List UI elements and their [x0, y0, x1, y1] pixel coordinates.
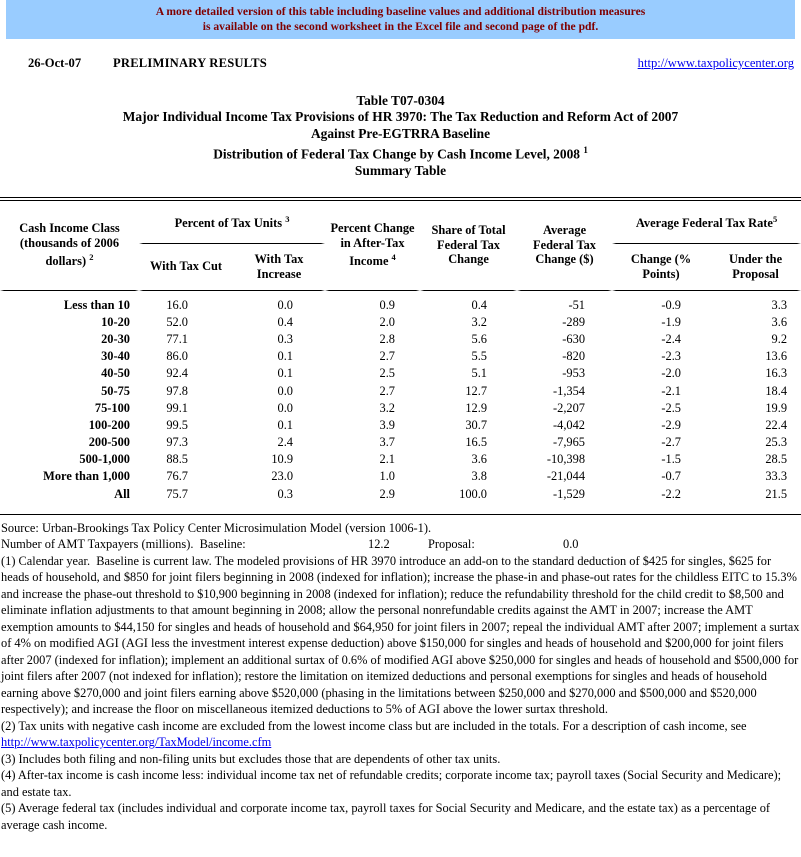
footnote-4: (4) After-tax income is cash income less: individual income tax net of refundable credits; corporate income tax; payroll taxes (Social Security and Medicare); and estate tax.	[1, 768, 782, 799]
cell: 77.1	[166, 331, 188, 346]
taxpolicycenter-link[interactable]: http://www.taxpolicycenter.org	[637, 56, 794, 70]
col-header-with-tax-increase: With Tax Increase	[254, 252, 304, 281]
cell: 0.1	[277, 349, 294, 364]
preliminary-results-label: PRELIMINARY RESULTS	[113, 56, 267, 70]
income-definition-link[interactable]: http://www.taxpolicycenter.org/TaxModel/income.cfm	[1, 735, 272, 750]
table-row	[0, 468, 801, 485]
cell: 12.9	[465, 400, 488, 415]
cell: -7,965	[553, 435, 586, 450]
cell: -1,529	[553, 486, 586, 501]
notice-banner	[6, 0, 795, 39]
cell: 16.5	[465, 435, 488, 450]
col-header-cash-income-class: Cash Income Class (thousands of 2006 dollars) $^2$	[19, 221, 120, 269]
info-row	[0, 56, 801, 72]
cell: 99.1	[166, 400, 188, 415]
cell: 3.6	[471, 452, 488, 467]
cell: 9.2	[771, 331, 788, 346]
cell: 30.7	[465, 417, 488, 432]
amt-proposal-value: 0.0	[563, 537, 579, 552]
cell: -51	[568, 297, 586, 312]
cell: 12.7	[465, 383, 488, 398]
cell: 3.2	[379, 400, 396, 415]
cell: 75.7	[166, 486, 188, 501]
cell: 16.3	[765, 366, 788, 381]
amt-baseline-value: 12.2	[368, 537, 390, 552]
cell: 21.5	[765, 486, 788, 501]
col-header-average-federal-tax-change: Average Federal Tax Change ($)	[533, 223, 597, 267]
cell: 2.0	[379, 314, 396, 329]
row-label: Less than 10	[63, 297, 130, 312]
footnotes	[1, 520, 800, 834]
cell: 0.4	[277, 314, 294, 329]
cell: 0.3	[277, 486, 294, 501]
row-label: 75-100	[94, 400, 130, 415]
cell: 76.7	[166, 469, 188, 484]
cell: 2.4	[277, 435, 294, 450]
cell: 10.9	[271, 452, 294, 467]
table-row	[0, 486, 801, 503]
row-label: 100-200	[88, 417, 130, 432]
table-row	[0, 451, 801, 468]
distribution-title: Distribution of Federal Tax Change by Cash Income Level, 2008 $^1$	[213, 145, 588, 162]
cell: -2.7	[661, 435, 682, 450]
table-row	[0, 348, 801, 365]
cell: 3.8	[471, 469, 488, 484]
cell: -0.7	[661, 469, 682, 484]
cell: -2.1	[661, 383, 682, 398]
footnote-1: (1) Calendar year. Baseline is current law. The modeled provisions of HR 3970 introduce an add-on to the standard deduction of $425 for singles, $625 for heads of household, and $850 for joint filers beginning in 2008 (indexed for inflation); increase the phase-in and phase-out rates for the childless EITC to 15.3% and increase the phase-out threshold to $10,900 beginning in 2008 (indexed for inflation); reduce the refundability threshold for the child credit to $8,500 and eliminate inflation adjustments to that amount beginning in 2008; allow the personal nonrefundable credits against the AMT in 2007; increase the AMT exemption amounts to $44,150 for singles and heads of household and $64,950 for joint filers in 2007; repeal the individual AMT after 2007; implement a surtax of 4% on modified AGI (AGI less the investment interest expense deduction) above $150,000 for singles and heads of household and $200,000 for joint filers after 2007 (indexed for inflation); implement an additional surtax of 0.6% of modified AGI above $250,000 for singles and heads of household and $500,000 for joint filers after 2007 (not indexed for inflation); restore the limitation on itemized deductions and personal exemptions for singles and heads of household earning above $270,000 and joint filers earning above $520,000 (phasing in the limitations between $250,000 and $270,000 and $500,000 and $520,000 respectively); and increase the floor on miscellaneous itemized deductions to 5% of AGI above the lower surtax threshold.	[1, 553, 800, 717]
amt-taxpayers-line	[1, 536, 800, 553]
cell: 5.5	[471, 349, 488, 364]
col-group-average-federal-tax-rate: Average Federal Tax Rate$^5$	[635, 214, 778, 231]
col-group-percent-of-tax-units: Percent of Tax Units $^3$	[174, 214, 290, 231]
cell: 3.3	[771, 297, 788, 312]
cell: 2.5	[379, 366, 396, 381]
cell: 2.7	[379, 383, 396, 398]
col-header-percent-change-after-tax-income: Percent Change in After-Tax Income $^4$	[330, 221, 415, 269]
row-label: 200-500	[88, 435, 130, 450]
row-label: 20-30	[101, 331, 130, 346]
table-row	[0, 314, 801, 331]
baseline-title: Against Pre-EGTRRA Baseline	[310, 125, 491, 141]
cell: -1,354	[553, 383, 586, 398]
summary-table-title: Summary Table	[354, 163, 447, 179]
row-label: 50-75	[101, 383, 130, 398]
cell: 0.1	[277, 417, 294, 432]
cell: -2,207	[553, 400, 586, 415]
cell: 16.0	[166, 297, 188, 312]
col-header-share-of-total-change: Share of Total Federal Tax Change	[431, 223, 506, 267]
col-header-change-points: Change (% Points)	[630, 252, 692, 281]
cell: 0.9	[379, 297, 396, 312]
cell: 0.0	[277, 400, 294, 415]
cell: -4,042	[553, 417, 586, 432]
cell: 2.7	[379, 349, 396, 364]
cell: -289	[562, 314, 586, 329]
cell: 23.0	[271, 469, 294, 484]
table-body	[0, 291, 801, 503]
cell: 3.9	[379, 417, 396, 432]
table-row	[0, 434, 801, 451]
table-number-title: Table T07-0304	[356, 93, 445, 108]
table-row	[0, 331, 801, 348]
cell: 2.9	[379, 486, 396, 501]
cell: 0.0	[277, 297, 294, 312]
row-label: 40-50	[101, 366, 130, 381]
row-label: 10-20	[101, 314, 130, 329]
row-label: 500-1,000	[79, 452, 130, 467]
cell: 22.4	[765, 417, 788, 432]
table-row	[0, 400, 801, 417]
cell: 28.5	[765, 452, 788, 467]
cell: -2.0	[661, 366, 682, 381]
footnote-3: (3) Includes both filing and non-filing units but excludes those that are dependents of other tax units.	[1, 751, 501, 766]
cell: 19.9	[765, 400, 788, 415]
cell: -2.2	[661, 486, 682, 501]
title-block	[0, 93, 801, 180]
cell: 33.3	[765, 469, 788, 484]
cell: 0.3	[277, 331, 294, 346]
cell: 97.8	[166, 383, 188, 398]
cell: -820	[562, 349, 586, 364]
cell: 97.3	[166, 435, 188, 450]
cell: -21,044	[546, 469, 586, 484]
cell: -2.5	[661, 400, 682, 415]
cell: 0.0	[277, 383, 294, 398]
cell: 3.6	[771, 314, 788, 329]
row-label: More than 1,000	[43, 469, 130, 484]
cell: -2.4	[661, 331, 682, 346]
cell: 5.1	[471, 366, 488, 381]
cell: -10,398	[546, 452, 586, 467]
cell: 13.6	[765, 349, 788, 364]
cell: -2.3	[661, 349, 682, 364]
notice-banner-line2: is available on the second worksheet in the Excel file and second page of the pdf.	[202, 20, 599, 33]
cell: 52.0	[166, 314, 188, 329]
table-row	[0, 382, 801, 399]
cell: 100.0	[459, 486, 488, 501]
table-row	[0, 417, 801, 434]
cell: 0.4	[471, 297, 488, 312]
cell: 1.0	[379, 469, 396, 484]
main-title: Major Individual Income Tax Provisions of HR 3970: The Tax Reduction and Reform Act of 2007	[122, 109, 679, 125]
amt-label: Number of AMT Taxpayers (millions). Baseline:	[1, 537, 246, 552]
row-label: All	[114, 486, 130, 501]
cell: -0.9	[661, 297, 682, 312]
cell: 25.3	[765, 435, 788, 450]
cell: -630	[562, 331, 586, 346]
date-label: 26-Oct-07	[28, 56, 82, 70]
table-row	[0, 291, 801, 314]
table-row	[0, 365, 801, 382]
col-header-with-tax-cut: With Tax Cut	[149, 259, 223, 274]
cell: -1.5	[661, 452, 682, 467]
summary-table	[0, 201, 801, 503]
cell: 99.5	[166, 417, 188, 432]
amt-proposal-label: Proposal:	[428, 537, 475, 552]
cell: -1.9	[661, 314, 682, 329]
summary-table-section	[0, 197, 801, 515]
cell: 5.6	[471, 331, 488, 346]
col-header-under-the-proposal: Under the Proposal	[728, 252, 783, 281]
cell: -953	[562, 366, 586, 381]
source-note: Source: Urban-Brookings Tax Policy Center Microsimulation Model (version 1006-1).	[1, 520, 432, 535]
cell: 2.8	[379, 331, 396, 346]
cell: 0.1	[277, 366, 294, 381]
cell: 3.7	[379, 435, 396, 450]
cell: 92.4	[166, 366, 188, 381]
footnote-2: (2) Tax units with negative cash income are excluded from the lowest income class but are included in the totals. For a description of cash income, see	[1, 718, 747, 733]
cell: -2.9	[661, 417, 682, 432]
footnote-5: (5) Average federal tax (includes individual and corporate income tax, payroll taxes for Social Security and Medicare, and the estate tax) as a percentage of average cash income.	[1, 801, 771, 832]
cell: 86.0	[166, 349, 188, 364]
row-label: 30-40	[101, 349, 130, 364]
cell: 18.4	[765, 383, 788, 398]
notice-banner-line1: A more detailed version of this table including baseline values and additional distribution measures	[155, 5, 646, 18]
cell: 3.2	[471, 314, 488, 329]
cell: 2.1	[379, 452, 396, 467]
cell: 88.5	[166, 452, 188, 467]
